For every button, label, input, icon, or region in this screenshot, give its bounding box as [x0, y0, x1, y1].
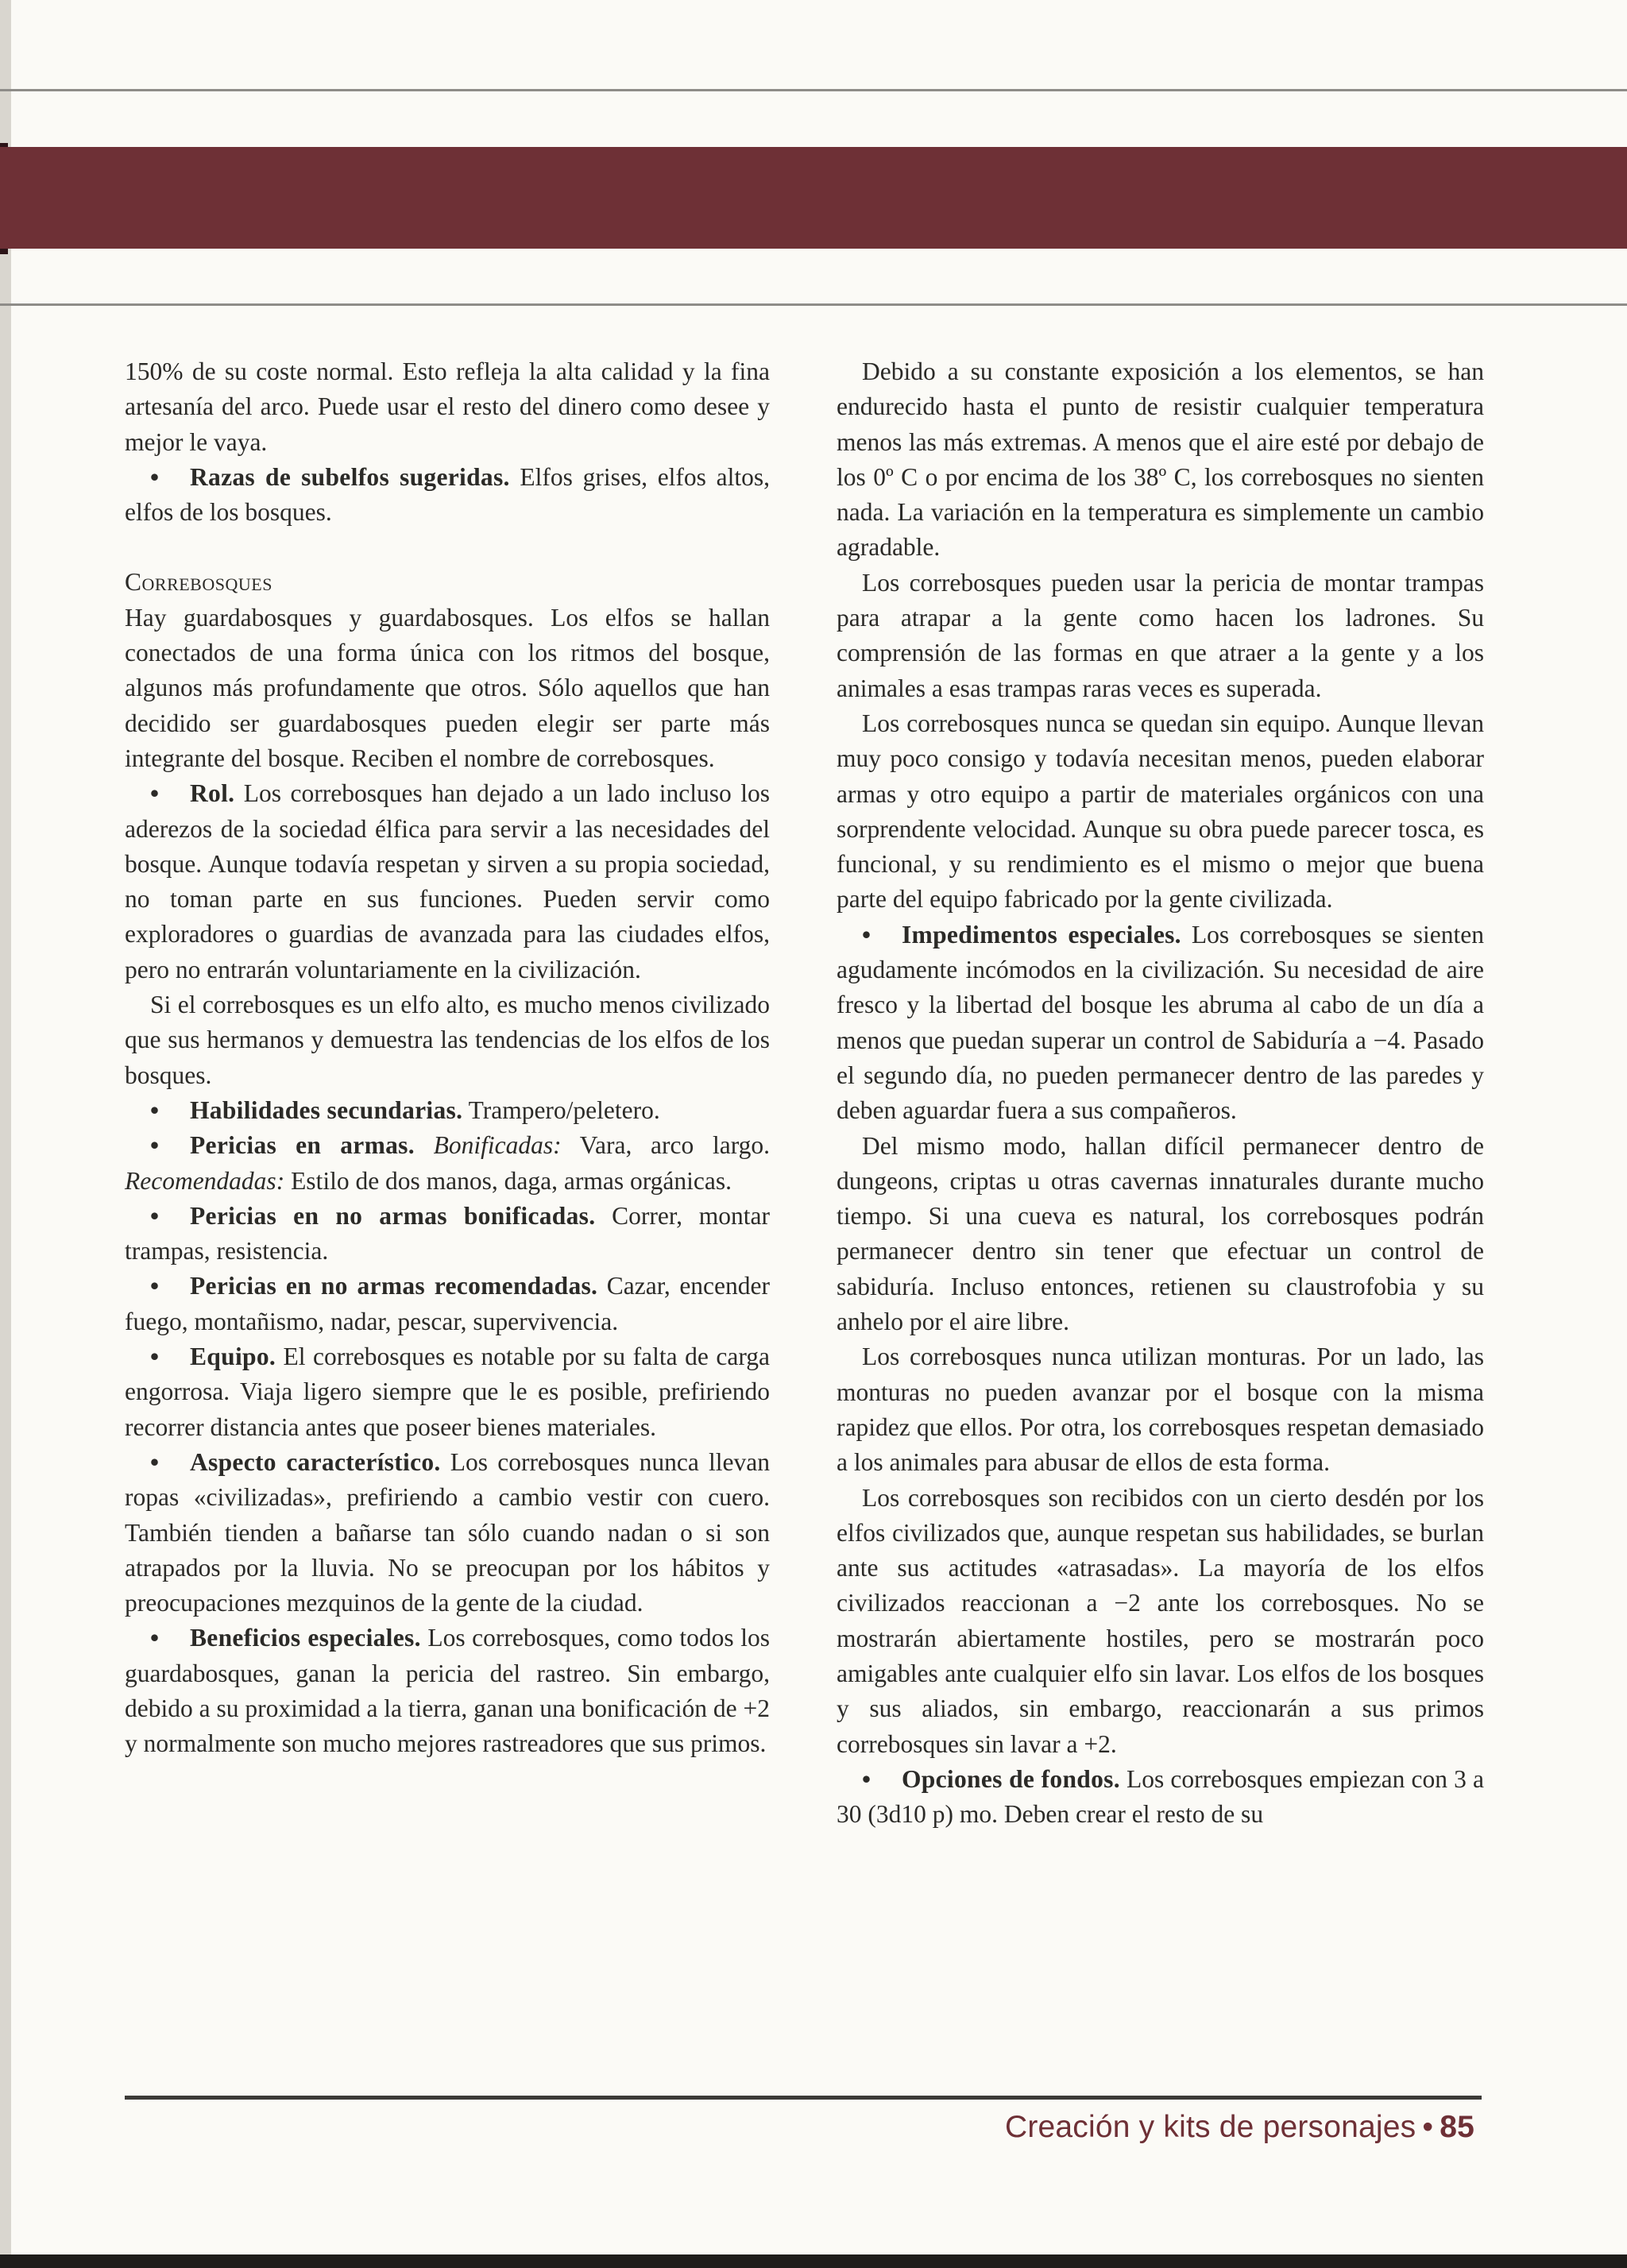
- bullet-text: Vara, arco largo.: [561, 1131, 770, 1160]
- bullet-label: Pericias en no armas recomendadas.: [190, 1272, 598, 1300]
- footer-rule: [125, 2096, 1482, 2100]
- bullet-label: Impedimentos especiales.: [902, 920, 1181, 949]
- bullet-text: Trampero/peletero.: [462, 1095, 660, 1124]
- bullet-dot: •: [150, 779, 160, 808]
- bullet-label: Pericias en armas.: [190, 1131, 415, 1160]
- bullet-item: [837, 1762, 1484, 1833]
- page-number: 85: [1440, 2110, 1474, 2144]
- body-paragraph: Los correbosques son recibidos con un cierto desdén por los elfos civilizados que, aunque respetan sus habilidades, se burlan ante sus actitudes «atrasadas». La mayoría de los elfos civilizados reaccionan a −2 ante los correbosques. No se mostrarán abiertamente hostiles, pero se mostrarán poco amigables ante cualquier elfo sin lavar. Los elfos de los bosques y sus aliados, sin embargo, reaccionarán a sus primos correbosques sin lavar a +2.: [837, 1483, 1484, 1758]
- bullet-dot: •: [150, 462, 160, 491]
- left-column: [125, 354, 770, 1762]
- bullet-dot: •: [862, 920, 871, 949]
- bullet-dot: •: [150, 1201, 160, 1230]
- body-paragraph: Debido a su constante exposición a los elementos, se han endurecido hasta el punto de resistir cualquier temperatura menos las más extremas. A menos que el aire esté por debajo de los 0º C o por encima de los 38º C, los correbosques no sienten nada. La variación en la temperatura es simplemente un cambio agradable.: [837, 357, 1484, 562]
- bullet-label: Rol.: [190, 779, 235, 808]
- bullet-item: [125, 460, 770, 531]
- bullet-dot: •: [150, 1272, 160, 1300]
- bullet-dot: •: [150, 1624, 160, 1652]
- header-rule: [0, 89, 1627, 91]
- bullet-item: [125, 1339, 770, 1445]
- body-paragraph: 150% de su coste normal. Esto refleja la alta calidad y la fina artesanía del arco. Puede usar el resto del dinero como desee y mejor le vaya.: [125, 357, 770, 456]
- bullet-item: [125, 1128, 770, 1199]
- bullet-text: Elfos grises, elfos altos, elfos de los bosques.: [125, 462, 770, 527]
- bullet-text: El correbosques es notable por su falta de carga engorrosa. Viaja ligero siempre que le es posible, prefiriendo recorrer distancia antes que poseer bienes materiales.: [125, 1343, 770, 1441]
- body-paragraph: Los correbosques nunca utilizan monturas. Por un lado, las monturas no pueden avanzar por el bosque con la misma rapidez que ellos. Por otra, los correbosques respetan demasiado a los animales para abusar de ellos de esta forma.: [837, 1343, 1484, 1477]
- right-column: [837, 354, 1484, 1832]
- bullet-label: Habilidades secundarias.: [190, 1095, 463, 1124]
- bullet-dot: •: [862, 1764, 871, 1793]
- bullet-label: Opciones de fondos.: [902, 1764, 1120, 1793]
- bullet-text: Los correbosques empiezan con 3 a 30 (3d10 p) mo. Deben crear el resto de su: [837, 1764, 1484, 1829]
- chapter-banner: [0, 147, 1627, 249]
- bullet-text: Cazar, encender fuego, montañismo, nadar, pescar, supervivencia.: [125, 1272, 770, 1335]
- page-bottom-edge: [0, 2254, 1627, 2268]
- bullet-item: [125, 776, 770, 987]
- body-paragraph: Los correbosques pueden usar la pericia de montar trampas para atrapar a la gente como hacen los ladrones. Su comprensión de las formas en que atraer a la gente y a los animales a esas trampas raras veces es superada.: [837, 568, 1484, 702]
- bullet-italic-term: Recomendadas:: [125, 1166, 285, 1195]
- bullet-label: Equipo.: [190, 1343, 276, 1371]
- body-paragraph: Hay guardabosques y guardabosques. Los elfos se hallan conectados de una forma única con los ritmos del bosque, algunos más profundamente que otros. Sólo aquellos que han decidido ser guardabosques pueden elegir ser parte más integrante del bosque. Reciben el nombre de correbosques.: [125, 603, 770, 772]
- bullet-item: [125, 1199, 770, 1269]
- bullet-dot: •: [150, 1095, 160, 1124]
- body-paragraph: Del mismo modo, hallan difícil permanecer dentro de dungeons, criptas u otras cavernas innaturales durante mucho tiempo. Si una cueva es natural, los correbosques podrán permanecer dentro sin tener que efectuar un control de sabiduría. Incluso entonces, retienen su claustrofobia y su anhelo por el aire libre.: [837, 1131, 1484, 1336]
- footer-separator: •: [1422, 2110, 1434, 2144]
- bullet-item: [837, 918, 1484, 1129]
- bullet-text: Correr, montar trampas, resistencia.: [125, 1201, 770, 1265]
- bullet-label: Pericias en no armas bonificadas.: [190, 1201, 596, 1230]
- bullet-label: Aspecto característico.: [190, 1447, 441, 1476]
- bullet-item: [125, 1093, 770, 1128]
- bullet-dot: •: [150, 1447, 160, 1476]
- bullet-text: Los correbosques, como todos los guardabosques, ganan la pericia del rastreo. Sin embargo, debido a su proximidad a la tierra, ganan una bonificación de +2 y normalmente son mucho mejores rastreadores que sus primos.: [125, 1624, 770, 1758]
- page-edge: [0, 0, 11, 2268]
- footer-chapter-title: Creación y kits de personajes: [1004, 2110, 1416, 2144]
- bullet-italic-term: Bonificadas:: [433, 1131, 562, 1160]
- bullet-text: Los correbosques nunca llevan ropas «civilizadas», prefiriendo a cambio vestir con cuero. También tienden a bañarse tan sólo cuando nadan o si son atrapados por la lluvia. No se preocupan por los hábitos y preocupaciones mezquinos de la gente de la ciudad.: [125, 1447, 770, 1617]
- bullet-label: Beneficios especiales.: [190, 1624, 421, 1652]
- bullet-text: Estilo de dos manos, daga, armas orgánicas.: [284, 1166, 732, 1195]
- body-paragraph: Si el correbosques es un elfo alto, es mucho menos civilizado que sus hermanos y demuestra las tendencias de los elfos de los bosques.: [125, 991, 770, 1089]
- bullet-dot: •: [150, 1343, 160, 1371]
- bullet-item: [125, 1269, 770, 1339]
- section-heading: Correbosques: [125, 568, 272, 597]
- bullet-item: [125, 1445, 770, 1621]
- banner-rule: [0, 303, 1627, 306]
- bullet-dot: •: [150, 1131, 160, 1160]
- bullet-label: Razas de subelfos sugeridas.: [190, 462, 510, 491]
- page-footer: [1005, 2110, 1474, 2145]
- body-paragraph: Los correbosques nunca se quedan sin equipo. Aunque llevan muy poco consigo y todavía necesitan menos, pueden elaborar armas y otro equipo a partir de materiales orgánicos con una sorprendente velocidad. Aunque su obra puede parecer tosca, es funcional, y su rendimiento es el mismo o mejor que buena parte del equipo fabricado por la gente civilizada.: [837, 709, 1484, 914]
- bullet-text: Los correbosques se sienten agudamente incómodos en la civilización. Su necesidad de aire fresco y la libertad del bosque les abruma al cabo de un día a menos que puedan superar un control de Sabiduría a −4. Pasado el segundo día, no pueden permanecer dentro de las paredes y deben aguardar fuera a sus compañeros.: [837, 920, 1485, 1125]
- bullet-text: Los correbosques han dejado a un lado incluso los aderezos de la sociedad élfica para servir a las necesidades del bosque. Aunque todavía respetan y sirven a su propia sociedad, no toman parte en sus funciones. Pueden servir como exploradores o guardias de avanzada para las ciudades elfos, pero no entrarán voluntariamente en la civilización.: [125, 779, 770, 983]
- bullet-item: [125, 1621, 770, 1761]
